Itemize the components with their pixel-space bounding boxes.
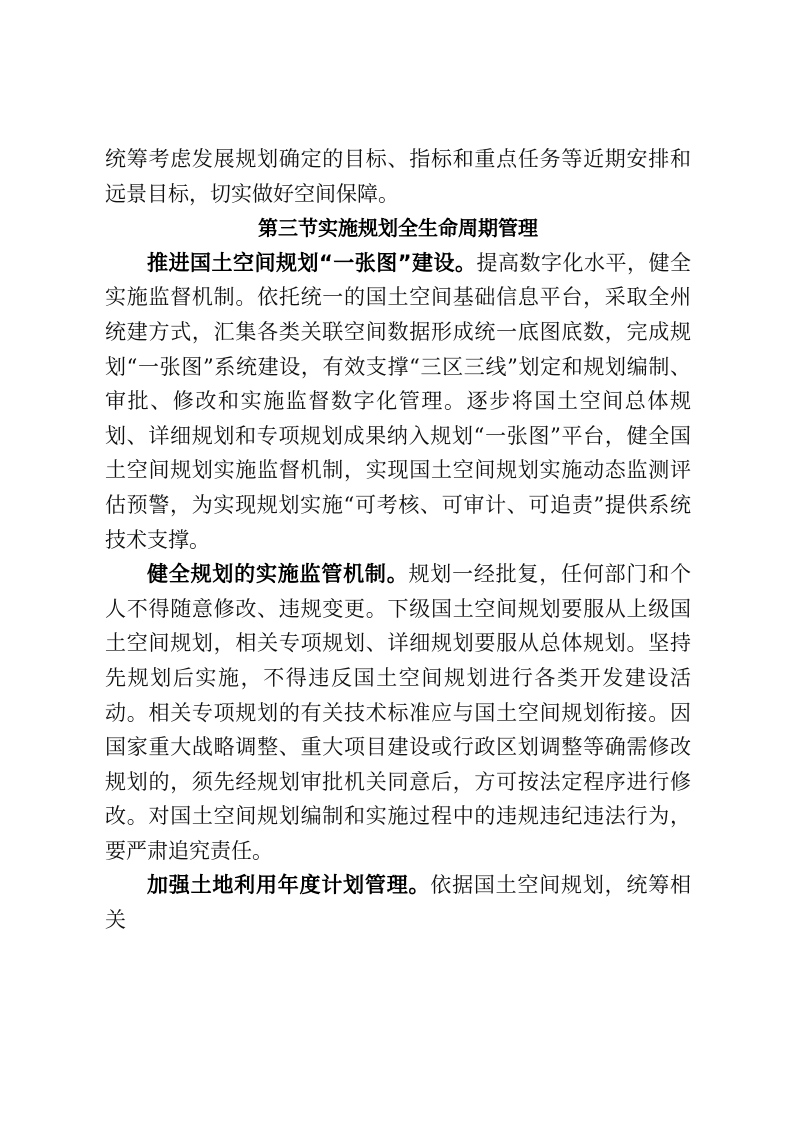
paragraph-text: 规划一经批复，任何部门和个人不得随意修改、违规变更。下级国土空间规划要服从上级国土空间规划，相关专项规划、详细规划要服从总体规划。坚持先规划后实施，不得违反国土空间规划进行各类开发建设活动。相关专项规划的有关技术标准应与国土空间规划衔接。因国家重大战略调整、重大项目建设或行政区划调整等确需修改规划的，须先经规划审批机关同意后，方可按法定程序进行修改。对国土空间规划编制和实施过程中的违规违纪违法行为，要严肃追究责任。 (105, 562, 691, 863)
paragraph-text: 提高数字化水平，健全实施监督机制。依托统一的国土空间基础信息平台，采取全州统建方式，汇集各类关联空间数据形成统一底图底数，完成规划“一张图”系统建设，有效支撑“三区三线”划定和规划编制、审批、修改和实施监督数字化管理。逐步将国土空间总体规划、详细规划和专项规划成果纳入规划“一张图”平台，健全国土空间规划实施监督机制，实现国土空间规划实施动态监测评估预警，为实现规划实施“可考核、可审计、可追责”提供系统技术支撑。 (105, 250, 692, 552)
section-heading: 第三节实施规划全生命周期管理 (258, 216, 538, 241)
paragraph-lead: 推进国土空间规划“一张图”建设。 (147, 250, 477, 275)
continuation-paragraph (105, 142, 691, 211)
paragraph-land-use (105, 868, 691, 937)
paragraph-one-map (105, 246, 691, 557)
paragraph-supervision (105, 557, 691, 868)
paragraph-lead: 加强土地利用年度计划管理。 (147, 873, 431, 898)
paragraph-lead: 健全规划的实施监管机制。 (147, 562, 409, 587)
document-body (105, 142, 691, 938)
paragraph-text: 依据国土空间规划，统筹相关 (105, 873, 692, 933)
paragraph-text: 统筹考虑发展规划确定的目标、指标和重点任务等近期安排和远景目标，切实做好空间保障。 (105, 147, 691, 206)
